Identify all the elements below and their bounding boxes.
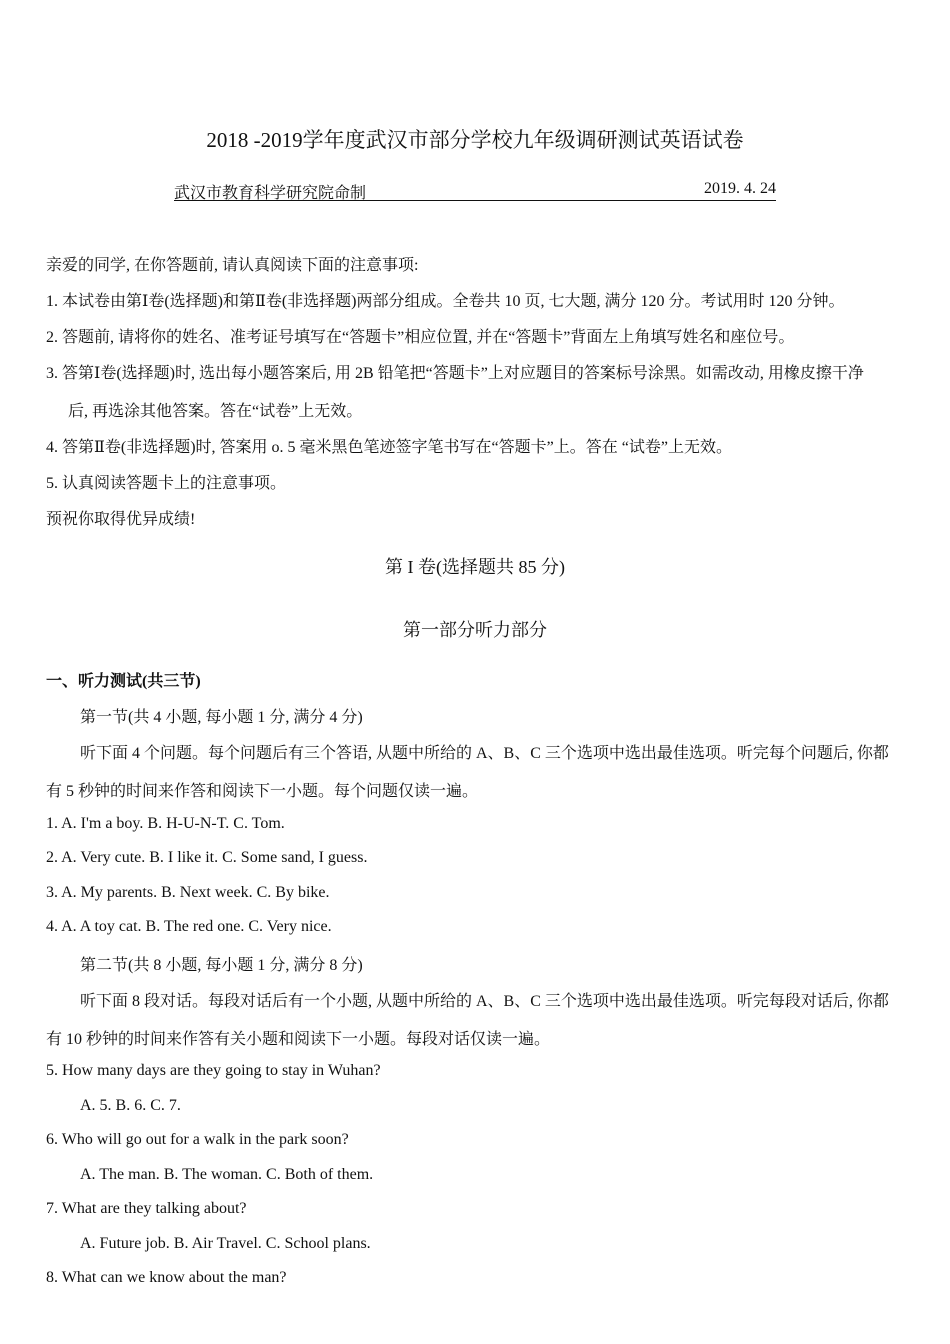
section1-heading: 第一节(共 4 小题, 每小题 1 分, 满分 4 分): [80, 709, 363, 726]
notice-item: 4. 答第Ⅱ卷(非选择题)时, 答案用 o. 5 毫米黑色笔迹签字笔书写在“答题卡”上。答在 “试卷”上无效。: [46, 439, 732, 456]
question: 6. Who will go out for a walk in the park soon?: [46, 1131, 349, 1148]
issuer: 武汉市教育科学研究院命制: [174, 185, 367, 202]
notice-intro: 亲爱的同学, 在你答题前, 请认真阅读下面的注意事项:: [46, 257, 419, 274]
volume-title: 第 I 卷(选择题共 85 分): [385, 557, 565, 577]
notice-item: 3. 答第Ⅰ卷(选择题)时, 选出每小题答案后, 用 2B 铅笔把“答题卡”上对应题目的答案标号涂黑。如需改动, 用橡皮擦干净: [46, 365, 864, 382]
question: 2. A. Very cute. B. I like it. C. Some sand, I guess.: [46, 849, 368, 866]
part-title: 第一部分听力部分: [403, 620, 547, 640]
section1-instructions-cont: 有 5 秒钟的时间来作答和阅读下一小题。每个问题仅读一遍。: [46, 783, 479, 800]
question: 7. What are they talking about?: [46, 1200, 247, 1217]
exam-title: 2018 -2019学年度武汉市部分学校九年级调研测试英语试卷: [206, 128, 744, 152]
section-title: 一、听力测试(共三节): [46, 673, 201, 690]
answer-options: A. The man. B. The woman. C. Both of them.: [80, 1166, 374, 1183]
section1-instructions: 听下面 4 个问题。每个问题后有三个答语, 从题中所给的 A、B、C 三个选项中选出最佳选项。听完每个问题后, 你都: [80, 745, 889, 762]
issuer-row: [174, 180, 776, 201]
section2-instructions-cont: 有 10 秒钟的时间来作答有关小题和阅读下一小题。每段对话仅读一遍。: [46, 1031, 551, 1048]
notice-item-continued: 后, 再选涂其他答案。答在“试卷”上无效。: [68, 403, 363, 420]
exam-date: 2019. 4. 24: [704, 180, 776, 197]
section2-instructions: 听下面 8 段对话。每段对话后有一个小题, 从题中所给的 A、B、C 三个选项中选出最佳选项。听完每段对话后, 你都: [80, 993, 889, 1010]
question: 5. How many days are they going to stay in Wuhan?: [46, 1062, 381, 1079]
section2-heading: 第二节(共 8 小题, 每小题 1 分, 满分 8 分): [80, 957, 363, 974]
answer-options: A. 5. B. 6. C. 7.: [80, 1097, 181, 1114]
question: 1. A. I'm a boy. B. H-U-N-T. C. Tom.: [46, 815, 285, 832]
answer-options: A. Future job. B. Air Travel. C. School plans.: [80, 1235, 371, 1252]
question: 3. A. My parents. B. Next week. C. By bike.: [46, 884, 330, 901]
notice-item: 1. 本试卷由第Ⅰ卷(选择题)和第Ⅱ卷(非选择题)两部分组成。全卷共 10 页, 七大题, 满分 120 分。考试用时 120 分钟。: [46, 293, 845, 310]
question: 4. A. A toy cat. B. The red one. C. Very nice.: [46, 918, 332, 935]
question: 8. What can we know about the man?: [46, 1269, 287, 1286]
notice-item: 2. 答题前, 请将你的姓名、准考证号填写在“答题卡”相应位置, 并在“答题卡”背面左上角填写姓名和座位号。: [46, 329, 795, 346]
notice-item: 5. 认真阅读答题卡上的注意事项。: [46, 475, 287, 492]
notice-wish: 预祝你取得优异成绩!: [46, 511, 196, 528]
